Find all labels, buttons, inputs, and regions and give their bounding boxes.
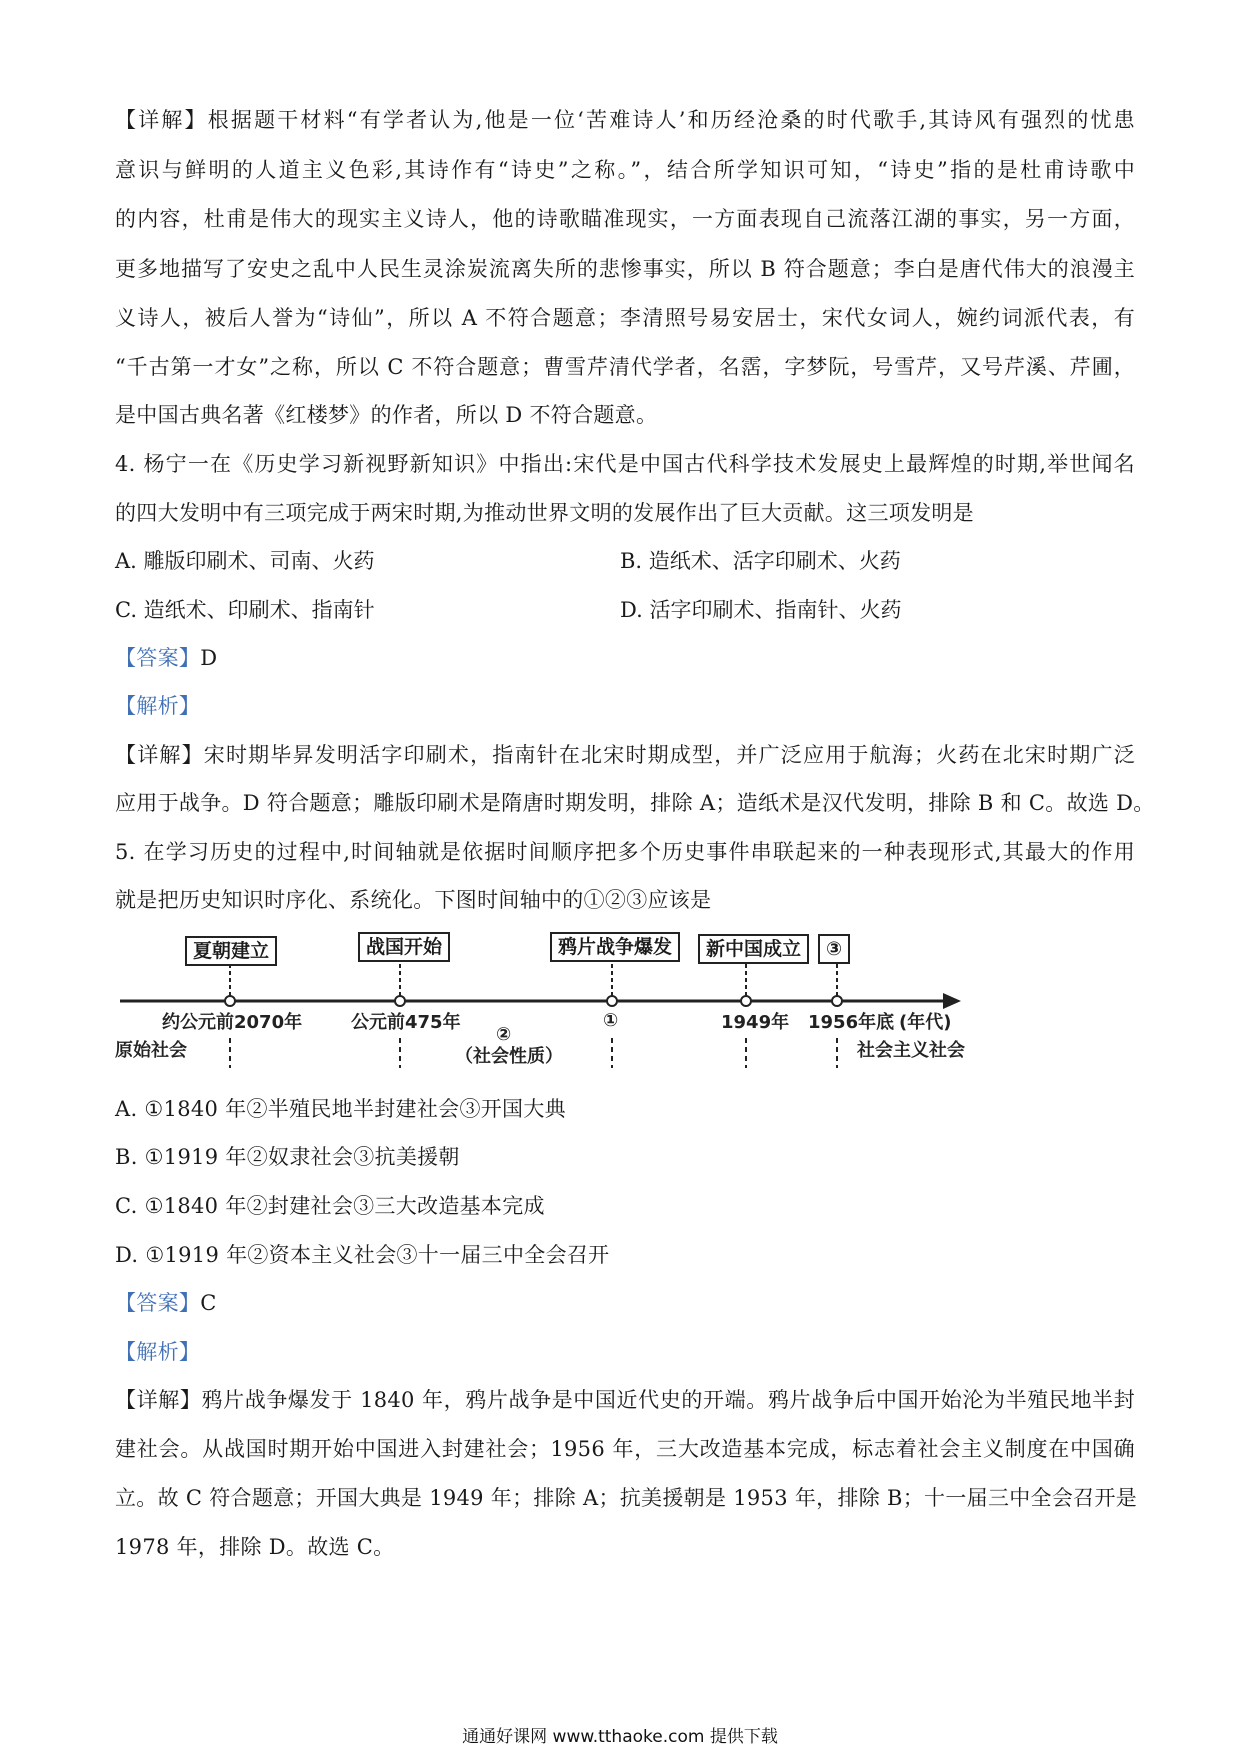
q5-option-c: C. ①1840 年②封建社会③三大改造基本完成 bbox=[115, 1194, 545, 1218]
timeline-axis-unit: (年代) bbox=[899, 1012, 952, 1033]
prev-explanation-line: 是中国古典名著《红楼梦》的作者，所以 D 不符合题意。 bbox=[115, 403, 658, 427]
timeline-figure bbox=[115, 926, 975, 1076]
q4-detail-line: 【详解】宋时期毕昇发明活字印刷术，指南针在北宋时期成型，并广泛应用于航海；火药在北宋时期广泛 bbox=[115, 743, 1135, 767]
timeline-date: 1956年底 bbox=[808, 1012, 895, 1033]
timeline-period-label: （社会性质） bbox=[455, 1046, 563, 1067]
answer-tag: 【答案】 bbox=[115, 1291, 201, 1315]
q4-stem-line: 的四大发明中有三项完成于两宋时期,为推动世界文明的发展作出了巨大贡献。这三项发明是 bbox=[115, 501, 974, 525]
answer-tag: 【答案】 bbox=[115, 646, 201, 670]
timeline-date: 公元前475年 bbox=[351, 1012, 461, 1033]
timeline-event-xia: 夏朝建立 bbox=[185, 936, 277, 966]
q5-detail-line: 1978 年，排除 D。故选 C。 bbox=[115, 1535, 395, 1559]
q5-option-b: B. ①1919 年②奴隶社会③抗美援朝 bbox=[115, 1145, 460, 1169]
prev-explanation-line: 义诗人，被后人誉为“诗仙”，所以 A 不符合题意；李清照号易安居士，宋代女词人，婉约词派代表，有 bbox=[115, 306, 1135, 330]
prev-explanation-line: 更多地描写了安史之乱中人民生灵涂炭流离失所的悲惨事实，所以 B 符合题意；李白是唐代伟大的浪漫主 bbox=[115, 257, 1135, 281]
timeline-event-prc: 新中国成立 bbox=[698, 934, 809, 964]
prev-explanation-line: 的内容，杜甫是伟大的现实主义诗人，他的诗歌瞄准现实，一方面表现自己流落江湖的事实，另一方面， bbox=[115, 207, 1135, 231]
q5-answer: 【答案】C bbox=[115, 1291, 217, 1315]
q4-analysis-heading: 【解析】 bbox=[115, 694, 201, 718]
prev-explanation-line: “千古第一才女”之称，所以 C 不符合题意；曹雪芹清代学者，名霑，字梦阮，号雪芹，又号芹溪、芹圃， bbox=[115, 355, 1135, 379]
timeline-date-blank-1: ① bbox=[603, 1010, 619, 1031]
prev-explanation-line: 【详解】根据题干材料“有学者认为,他是一位‘苦难诗人’和历经沧桑的时代歌手,其诗风有强烈的忧患 bbox=[115, 108, 1135, 132]
timeline-period-socialist: 社会主义社会 bbox=[857, 1040, 965, 1061]
timeline-event-blank-3: ③ bbox=[818, 934, 850, 964]
q5-option-a: A. ①1840 年②半殖民地半封建社会③开国大典 bbox=[115, 1097, 566, 1121]
q4-option-c: C. 造纸术、印刷术、指南针 bbox=[115, 598, 375, 622]
timeline-period-blank-2: ② bbox=[496, 1024, 512, 1045]
q5-detail-line: 立。故 C 符合题意；开国大典是 1949 年；排除 A；抗美援朝是 1953 年，排除 B；十一届三中全会召开是 bbox=[115, 1486, 1138, 1510]
timeline-date: 1949年 bbox=[721, 1012, 790, 1033]
timeline-date: 约公元前2070年 bbox=[162, 1012, 303, 1033]
timeline-event-opium-war: 鸦片战争爆发 bbox=[550, 932, 680, 962]
q4-option-d: D. 活字印刷术、指南针、火药 bbox=[620, 598, 902, 622]
q4-detail-line: 应用于战争。D 符合题意；雕版印刷术是隋唐时期发明，排除 A；造纸术是汉代发明，排除 B 和 C。故选 D。 bbox=[115, 791, 1155, 815]
footer-source: 通通好课网 www.tthaoke.com 提供下载 bbox=[462, 1727, 778, 1747]
q5-detail-line: 【详解】鸦片战争爆发于 1840 年，鸦片战争是中国近代史的开端。鸦片战争后中国开始沦为半殖民地半封 bbox=[115, 1388, 1135, 1412]
q4-answer: 【答案】D bbox=[115, 646, 218, 670]
timeline-period-primitive: 原始社会 bbox=[115, 1040, 187, 1061]
timeline-event-warring-states: 战国开始 bbox=[358, 932, 450, 962]
q4-stem-line: 4. 杨宁一在《历史学习新视野新知识》中指出:宋代是中国古代科学技术发展史上最辉煌的时期,举世闻名 bbox=[115, 452, 1135, 476]
q5-detail-line: 建社会。从战国时期开始中国进入封建社会；1956 年，三大改造基本完成，标志着社会主义制度在中国确 bbox=[115, 1437, 1135, 1461]
q5-option-d: D. ①1919 年②资本主义社会③十一届三中全会召开 bbox=[115, 1243, 610, 1267]
q5-analysis-heading: 【解析】 bbox=[115, 1340, 201, 1364]
q5-stem-line: 5. 在学习历史的过程中,时间轴就是依据时间顺序把多个历史事件串联起来的一种表现形式,其最大的作用 bbox=[115, 840, 1135, 864]
prev-explanation-line: 意识与鲜明的人道主义色彩,其诗作有“诗史”之称。”，结合所学知识可知，“诗史”指的是杜甫诗歌中 bbox=[115, 158, 1135, 182]
q4-option-a: A. 雕版印刷术、司南、火药 bbox=[115, 549, 375, 573]
q5-stem-line: 就是把历史知识时序化、系统化。下图时间轴中的①②③应该是 bbox=[115, 888, 712, 912]
q4-option-b: B. 造纸术、活字印刷术、火药 bbox=[620, 549, 901, 573]
